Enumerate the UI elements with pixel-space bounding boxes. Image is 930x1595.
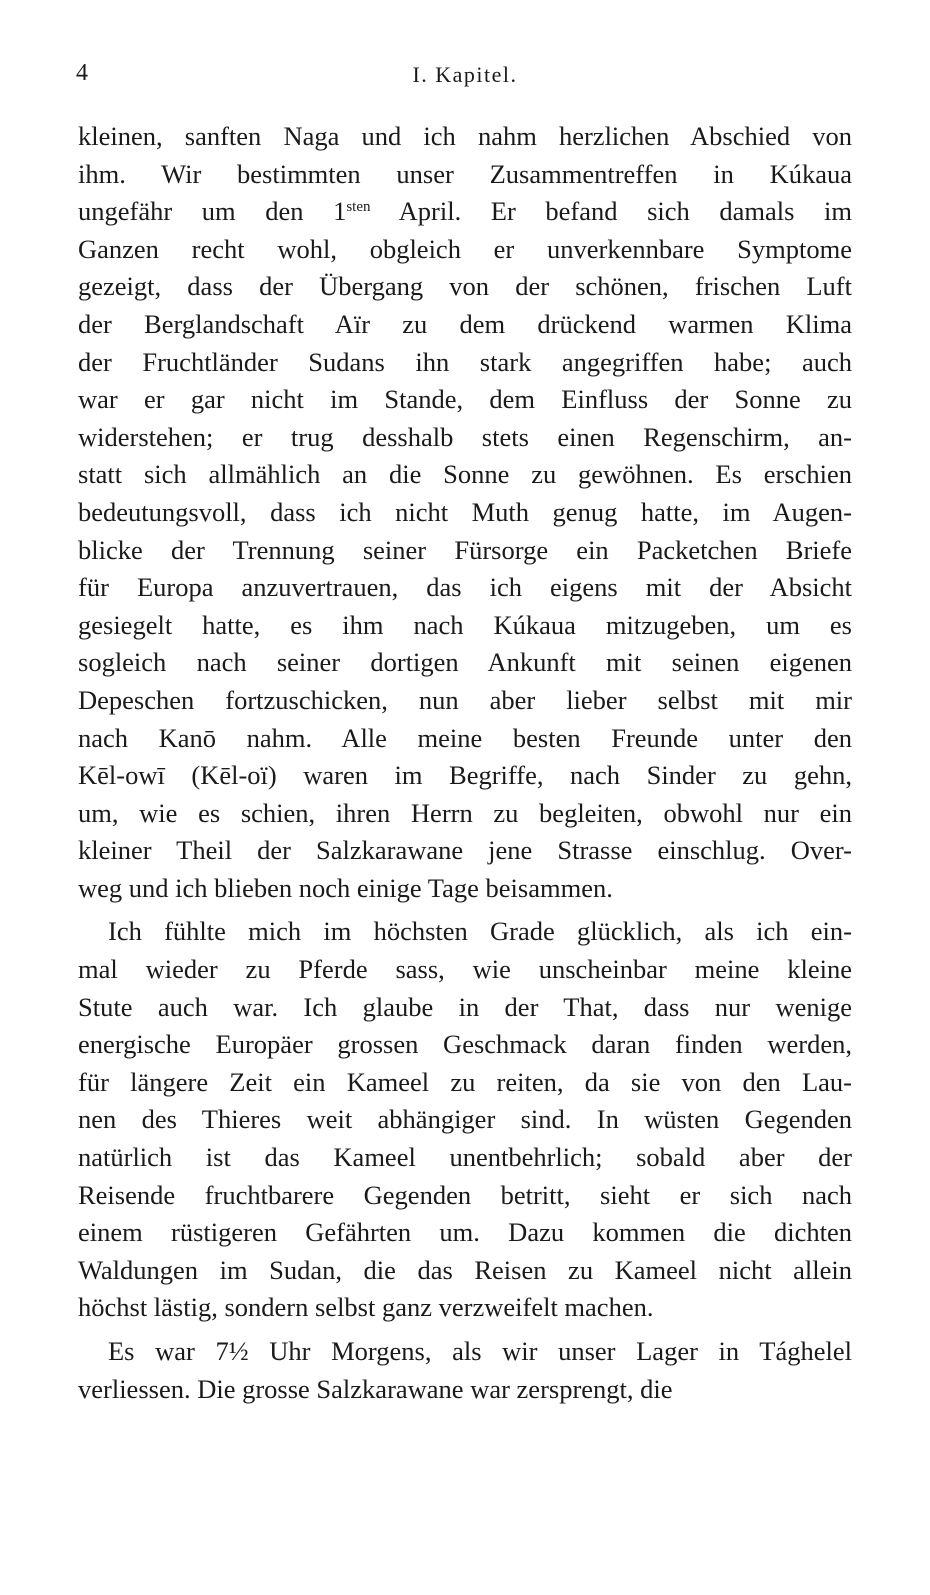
text-line: blicke der Trennung seiner Fürsorge ein Packetchen Briefe <box>78 534 852 565</box>
text-line: um, wie es schien, ihren Herrn zu begleiten, obwohl nur ein <box>78 797 852 828</box>
page-header <box>78 58 852 98</box>
text-line: Depeschen fortzuschicken, nun aber lieber selbst mit mir <box>78 684 852 715</box>
text-line: sogleich nach seiner dortigen Ankunft mit seinen eigenen <box>78 647 852 678</box>
text-line: der Berglandschaft Aïr zu dem drückend warmen Klima <box>78 308 852 339</box>
text-line: Waldungen im Sudan, die das Reisen zu Kameel nicht allein <box>78 1254 852 1285</box>
paragraph <box>78 1333 852 1408</box>
text-line: gesiegelt hatte, es ihm nach Kúkaua mitzugeben, um es <box>78 609 852 640</box>
text-line: nach Kanō nahm. Alle meine besten Freunde unter den <box>78 722 852 753</box>
text-line: war er gar nicht im Stande, dem Einfluss der Sonne zu <box>78 384 852 415</box>
text-line: für längere Zeit ein Kameel zu reiten, da sie von den Lau- <box>78 1066 852 1097</box>
text-line: gezeigt, dass der Übergang von der schönen, frischen Luft <box>78 271 852 302</box>
body-text <box>78 118 852 1408</box>
text-line: Reisende fruchtbarere Gegenden betritt, sieht er sich nach <box>78 1179 852 1210</box>
book-page <box>78 58 852 1408</box>
text-line: kleinen, sanften Naga und ich nahm herzlichen Abschied von <box>78 121 852 151</box>
text-line: natürlich ist das Kameel unentbehrlich; sobald aber der <box>78 1142 852 1173</box>
text-line: Kēl-owī (Kēl-oï) waren im Begriffe, nach Sinder zu gehn, <box>78 760 852 791</box>
text-line: statt sich allmählich an die Sonne zu gewöhnen. Es erschien <box>78 459 852 490</box>
text-line: nen des Thieres weit abhängiger sind. In wüsten Gegenden <box>78 1104 852 1135</box>
text-line: ihm. Wir bestimmten unser Zusammentreffen in Kúkaua <box>78 158 852 189</box>
text-line: einem rüstigeren Gefährten um. Dazu kommen die dichten <box>78 1217 852 1248</box>
text-line: Es war 7½ Uhr Morgens, als wir unser Lager in Tághelel <box>108 1336 852 1366</box>
text-line: Ich fühlte mich im höchsten Grade glücklich, als ich ein- <box>108 916 852 947</box>
text-line: Stute auch war. Ich glaube in der That, dass nur wenige <box>78 991 852 1022</box>
text-line: verliessen. Die grosse Salzkarawane war zersprengt, die <box>78 1373 673 1404</box>
text-line: mal wieder zu Pferde sass, wie unscheinbar meine kleine <box>78 954 852 985</box>
paragraph <box>78 118 852 907</box>
text-line: bedeutungsvoll, dass ich nicht Muth genug hatte, im Augen- <box>78 496 852 527</box>
paragraph <box>78 913 852 1327</box>
text-line: energische Europäer grossen Geschmack daran finden werden, <box>78 1029 852 1060</box>
page-number: 4 <box>76 60 88 86</box>
text-line: für Europa anzuvertrauen, das ich eigens mit der Absicht <box>78 572 852 603</box>
text-line: höchst lästig, sondern selbst ganz verzweifelt machen. <box>78 1292 654 1323</box>
text-line: Ganzen recht wohl, obgleich er unverkennbare Symptome <box>78 233 852 264</box>
text-line: ungefähr um den $1^{sten}$ April. Er befand sich damals im <box>78 196 852 227</box>
text-line: weg und ich blieben noch einige Tage beisammen. <box>78 872 613 903</box>
running-title: I. Kapitel. <box>412 62 518 87</box>
text-line: kleiner Theil der Salzkarawane jene Strasse einschlug. Over- <box>78 835 852 866</box>
text-line: der Fruchtländer Sudans ihn stark angegriffen habe; auch <box>78 346 852 377</box>
text-line: widerstehen; er trug desshalb stets einen Regenschirm, an- <box>78 421 852 452</box>
